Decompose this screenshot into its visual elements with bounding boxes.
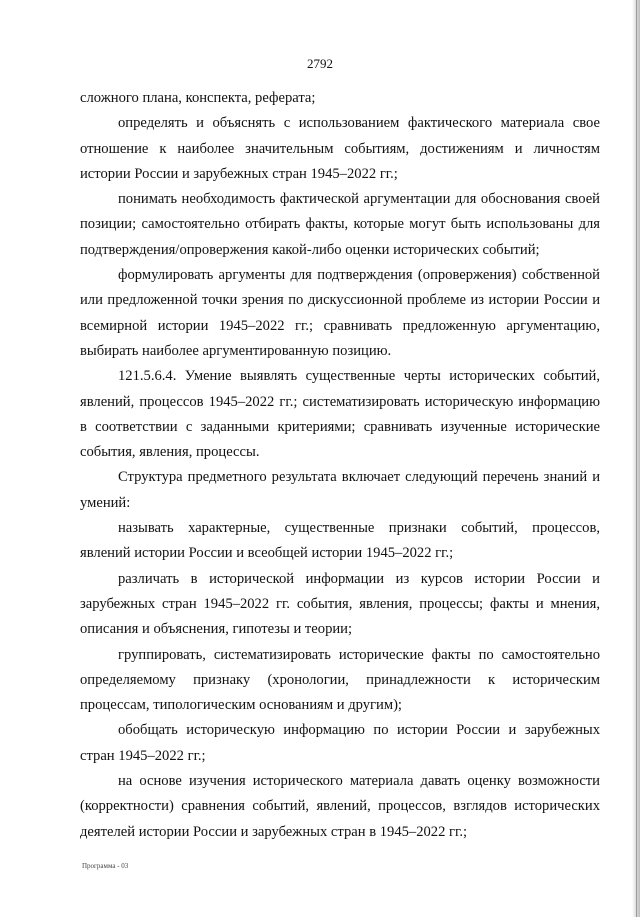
document-body xyxy=(80,86,600,845)
paragraph: группировать, систематизировать исторические факты по самостоятельно определяемому признаку (хронологии, принадлежности к историческим процессам, типологическим основаниям и другим); xyxy=(80,646,600,714)
scan-edge-line xyxy=(636,0,637,917)
paragraph: понимать необходимость фактической аргументации для обоснования своей позиции; самостоятельно отбирать факты, которые могут быть использованы для подтверждения/опровержения какой-либо оценки исторических событий; xyxy=(80,191,600,258)
paragraph: на основе изучения исторического материала давать оценку возможности (корректности) сравнения событий, явлений, процессов, взглядов исторических деятелей истории России и зарубежных стран в 1945–2022 гг.; xyxy=(80,773,600,840)
paragraph-section-121-5-6-4: 121.5.6.4. Умение выявлять существенные черты исторических событий, явлений, процессов 1945–2022 гг.; систематизировать историческую информацию в соответствии с заданными критериями; сравнивать изученные исторические события, явления, процессы. xyxy=(80,368,600,461)
page-number: 2792 xyxy=(307,56,333,71)
paragraph: называть характерные, существенные признаки событий, процессов, явлений истории России и всеобщей истории 1945–2022 гг.; xyxy=(80,520,600,562)
footer-label: Программа - 03 xyxy=(82,862,129,870)
paragraph: формулировать аргументы для подтверждения (опровержения) собственной или предложенной точки зрения по дискуссионной проблеме из истории России и всемирной истории 1945–2022 гг.; сравнивать предложенную аргументацию, выбирать наиболее аргументированную позицию. xyxy=(80,267,600,359)
paragraph: определять и объяснять с использованием фактического материала свое отношение к наиболее значительным событиям, достижениям и личностям истории России и зарубежных стран 1945–2022 гг.; xyxy=(80,115,600,182)
paragraph: Структура предметного результата включает следующий перечень знаний и умений: xyxy=(80,469,600,511)
paragraph-continuation: сложного плана, конспекта, реферата; xyxy=(80,90,316,106)
paragraph: различать в исторической информации из курсов истории России и зарубежных стран 1945–2022 гг. события, явления, процессы; факты и мнения, описания и объяснения, гипотезы и теории; xyxy=(80,570,600,638)
paragraph: обобщать историческую информацию по истории России и зарубежных стран 1945–2022 гг.; xyxy=(80,722,600,764)
